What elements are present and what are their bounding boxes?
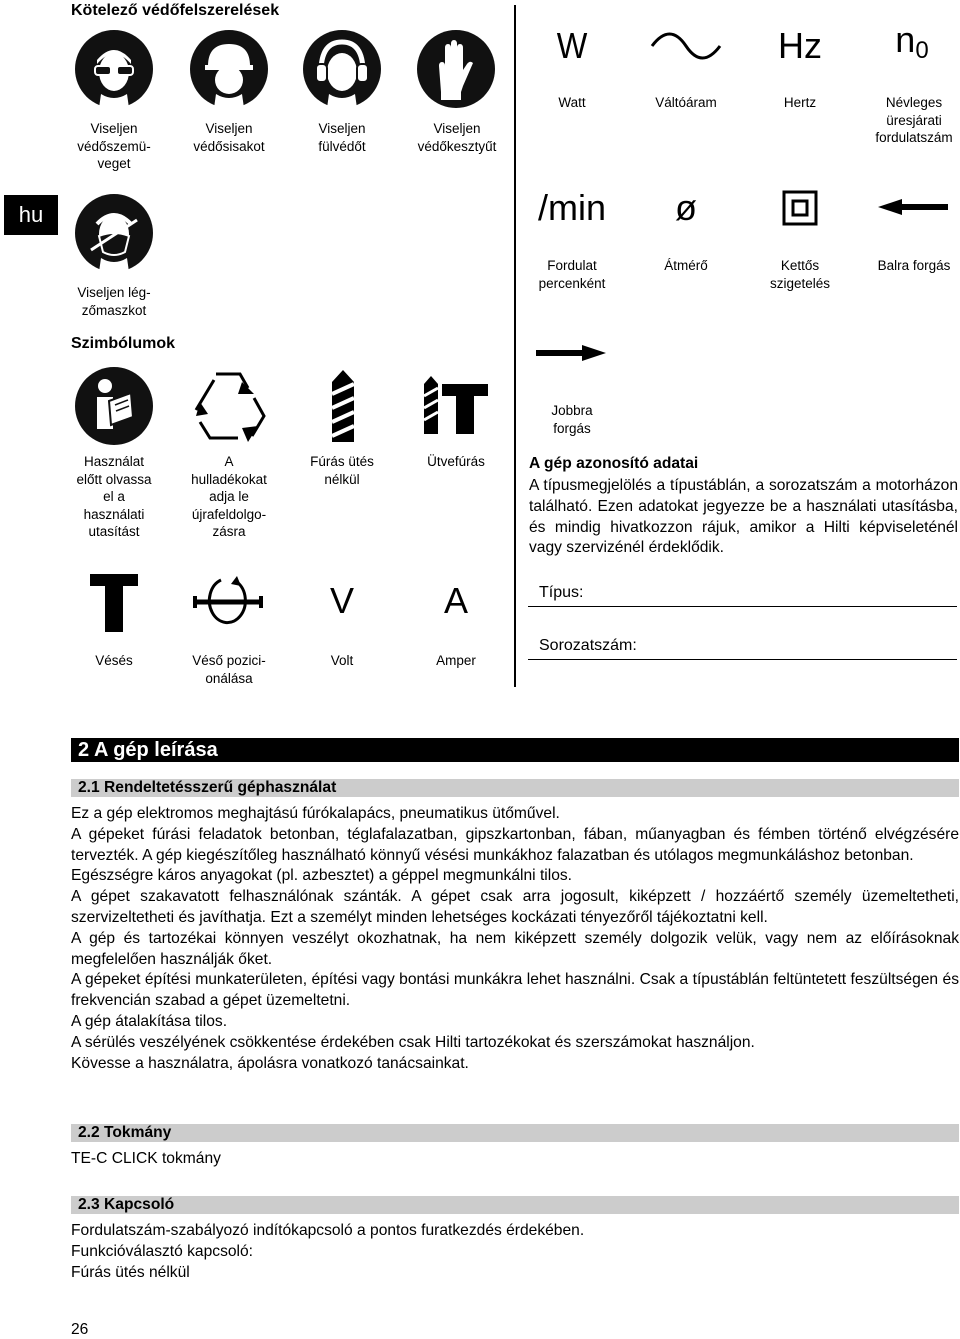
paragraph: A gép átalakítása tilos. <box>71 1012 228 1030</box>
identification-heading: A gép azonosító adatai <box>529 455 699 472</box>
rated-speed-icon <box>880 20 944 71</box>
safety-glasses-icon <box>75 30 153 108</box>
read-manual-icon <box>75 367 153 445</box>
paragraph: Funkcióválasztó kapcsoló: <box>71 1242 254 1260</box>
respirator-mask-icon <box>75 194 153 272</box>
section-2-2-title: 2.2 Tokmány <box>71 1124 959 1142</box>
symbol-label-ampere: Amper <box>436 653 476 668</box>
unit-label-ac: Váltóáram <box>655 95 717 110</box>
ear-protection-icon <box>303 30 381 108</box>
rated-speed-glyph: n <box>895 19 916 60</box>
language-tab: hu <box>4 195 58 235</box>
symbol-label-chisel-position: Véső pozici- onálása <box>192 653 266 686</box>
volt-icon: V <box>329 580 354 621</box>
watt-icon: W <box>556 25 588 66</box>
chisel-positioning-icon <box>193 574 263 630</box>
unit-label-left-rotation: Balra forgás <box>877 258 951 273</box>
right-rotation-icon <box>536 344 606 362</box>
alternating-current-icon <box>650 28 722 64</box>
symbol-label-volt: Volt <box>330 653 354 668</box>
per-minute-icon: /min <box>537 187 606 228</box>
paragraph: A gép és tartozékai könnyen veszélyt okozhatnak, ha nem kiképzett személy dolgozik velük, vagy nem az előírásoknak megfelelően használják őket. <box>71 929 959 968</box>
chapter-title: 2 A gép leírása <box>71 738 959 762</box>
rated-speed-subscript: 0 <box>915 37 929 64</box>
ppe-label-respirator: Viseljen lég- zőmaszkot <box>77 285 151 318</box>
paragraph: Ez a gép elektromos meghajtású fúrókalapács, pneumatikus ütőművel. <box>71 805 560 822</box>
symbol-label-recycling: A hulladékokat adja le újrafeldolgo- zásra <box>191 454 267 539</box>
section-2-3-title: 2.3 Kapcsoló <box>71 1196 959 1214</box>
identification-text: A típusmegjelölés a típustáblán, a sorozatszám a motorházon található. Ezen adatokat jegyezze be a használati utasításba, és mindig hivatkozzon rájuk, amikor a Hilti képviseleténél vagy szervizénél érdeklődik. <box>529 477 958 557</box>
ppe-label-glasses: Viseljen védőszemü- veget <box>77 121 151 171</box>
paragraph: A sérülés veszélyének csökkentése érdekében csak Hilti tartozékokat és szerszámokat használjon. <box>71 1033 755 1051</box>
unit-label-hertz: Hertz <box>783 95 817 110</box>
chiseling-icon <box>90 572 138 632</box>
section-2-1-title: 2.1 Rendeltetésszerű géphasználat <box>71 779 959 797</box>
unit-label-per-minute: Fordulat percenként <box>538 258 606 291</box>
ppe-label-helmet: Viseljen védősisakot <box>193 121 265 154</box>
symbols-heading: Szimbólumok <box>71 335 176 352</box>
left-rotation-icon <box>878 198 948 216</box>
type-field-line[interactable] <box>528 606 957 607</box>
symbol-label-chiseling: Vésés <box>95 653 133 668</box>
page-number: 26 <box>71 1321 89 1338</box>
paragraph: Fúrás ütés nélkül <box>71 1263 190 1281</box>
paragraph: A gépeket fúrási feladatok betonban, téglafalazatban, gipszkartonban, fában, műanyagban és fémben történő elvégzésére tervezték. A gép kiegészítőleg használható könnyű vésési munkákhoz falazatban és utólagos megmunkáláshoz betonban. <box>71 825 959 864</box>
paragraph: Egészségre káros anyagokat (pl. azbesztet) a géppel megmunkálni tilos. <box>71 867 573 885</box>
drill-bit-icon <box>330 370 356 442</box>
hertz-icon: Hz <box>778 25 822 66</box>
hammer-drilling-icon <box>424 376 488 434</box>
paragraph: Fordulatszám-szabályozó indítókapcsoló a pontos furatkezdés érdekében. <box>71 1222 585 1239</box>
serial-field-line[interactable] <box>528 659 957 660</box>
diameter-icon: ø <box>675 187 697 228</box>
ampere-icon: A <box>443 580 468 621</box>
protective-gloves-icon <box>417 30 495 108</box>
symbol-label-hammer-drilling: Ütvefúrás <box>427 454 485 469</box>
column-divider <box>514 5 516 687</box>
paragraph: A gépet szakavatott felhasználónak szánták. A gépet csak arra jogosult, kiképzett / hozzáértő személy üzemeltetheti, szervizeltetheti és javíthatja. Ezt a személyt minden lehetséges kockázati tényezőről tájékoztatni kell. <box>71 888 959 926</box>
paragraph: Kövesse a használatra, ápolásra vonatkozó tanácsainkat. <box>71 1054 469 1072</box>
unit-label-watt: Watt <box>558 95 586 110</box>
unit-label-diameter: Átmérő <box>664 258 708 273</box>
unit-label-rated-speed: Névleges üresjárati fordulatszám <box>875 95 953 145</box>
section-2-1-body <box>71 804 959 1074</box>
unit-label-double-insulation: Kettős szigetelés <box>769 258 831 291</box>
recycling-icon <box>186 364 272 450</box>
ppe-heading: Kötelező védőfelszerelések <box>71 2 280 19</box>
symbol-label-manual: Használat előtt olvassa el a használati utasítást <box>76 454 152 539</box>
paragraph: A gépeket építési munkaterületen, építési vagy bontási munkákra lehet használni. Csak a típustáblán feltüntetett feszültségen és frekvencián szabad a gépet üzemeltetni. <box>71 971 959 1010</box>
section-2-2-text: TE-C CLICK tokmány <box>71 1150 221 1167</box>
unit-label-right-rotation: Jobbra forgás <box>551 403 593 436</box>
hard-hat-icon <box>190 30 268 108</box>
ppe-label-ear: Viseljen fülvédőt <box>318 121 366 154</box>
symbol-label-drilling: Fúrás ütés nélkül <box>310 454 374 487</box>
section-2-3-body <box>71 1221 959 1283</box>
serial-label: Sorozatszám: <box>539 637 637 654</box>
double-insulation-icon <box>782 190 818 226</box>
ppe-label-gloves: Viseljen védőkesztyűt <box>417 121 497 154</box>
type-label: Típus: <box>539 584 584 601</box>
